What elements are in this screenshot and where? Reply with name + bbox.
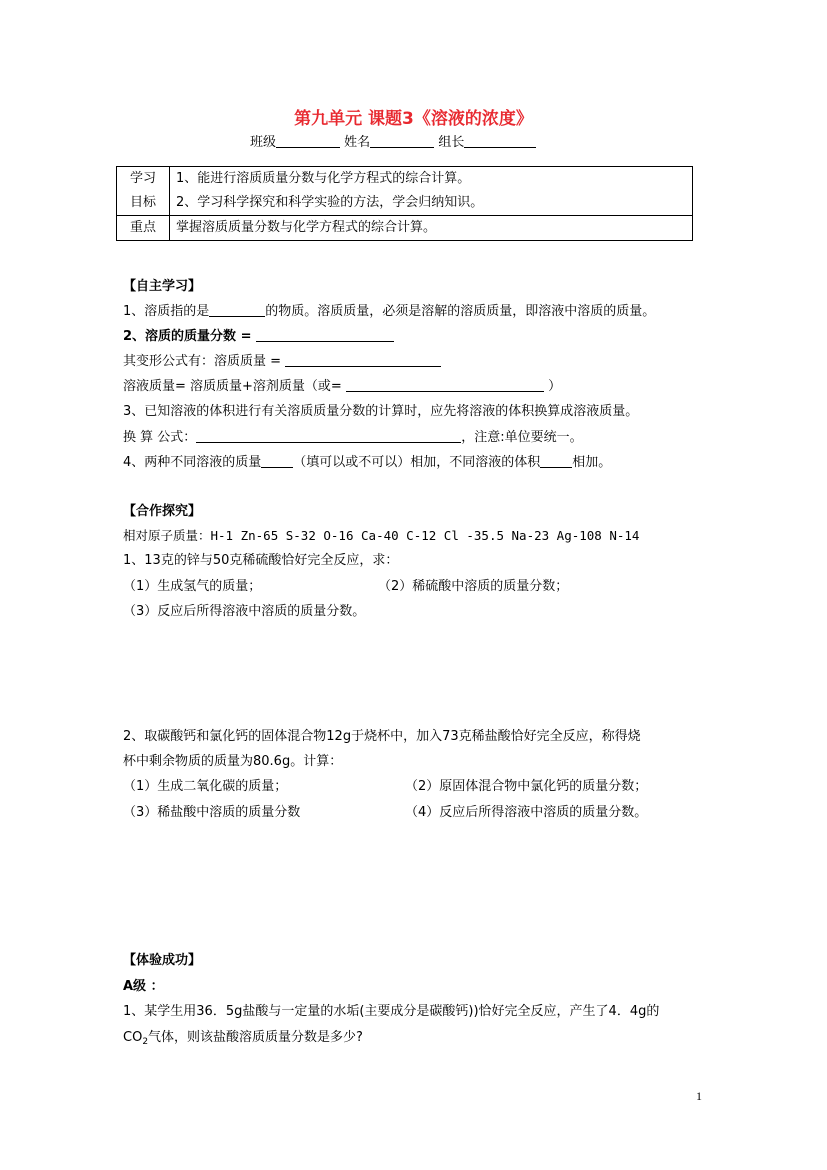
class-blank[interactable] — [276, 134, 340, 148]
self-study-line-2: 2、溶质的质量分数 = — [123, 325, 394, 344]
self-study-line-1: 1、溶质指的是 的物质。溶质质量，必须是溶解的溶质质量，即溶液中溶质的质量。 — [123, 304, 656, 319]
atomic-mass-line: 相对原子质量：H-1 Zn-65 S-32 O-16 Ca-40 C-12 Cl -35.5 Na-23 Ag-108 N-14 — [123, 528, 640, 543]
page-number: 1 — [696, 1089, 702, 1103]
class-label: 班级 — [250, 135, 277, 150]
leader-blank[interactable] — [464, 134, 536, 148]
key-label: 重点 — [117, 216, 170, 241]
coop-question-2-line-2: 杯中剩余物质的质量为80.6g。计算： — [123, 754, 343, 769]
fill-blank[interactable] — [346, 378, 544, 392]
coop-q1-part-1: （1）生成氢气的质量； — [123, 579, 262, 594]
learning-goals-table — [116, 166, 693, 241]
experience-question-1-line-1: 1、某学生用36．5g盐酸与一定量的水垢(主要成分是碳酸钙))恰好完全反应，产生了4．4g的 — [123, 1004, 660, 1019]
coop-question-2-line-1: 2、取碳酸钙和氯化钙的固体混合物12g于烧杯中，加入73克稀盐酸恰好完全反应，称得烧 — [123, 729, 641, 744]
coop-heading: 【合作探究】 — [123, 504, 202, 519]
fill-blank[interactable] — [196, 429, 461, 443]
self-study-line-3: 其变形公式有：溶质质量 = — [123, 350, 441, 369]
goal-item: 2、学习科学探究和科学实验的方法，学会归纳知识。 — [176, 195, 484, 210]
fill-blank[interactable] — [285, 353, 441, 367]
experience-question-1-line-2: $CO_2$气体，则该盐酸溶质质量分数是多少? — [123, 1030, 363, 1047]
coop-q2-part-2: （2）原固体混合物中氯化钙的质量分数； — [405, 779, 648, 794]
key-content: 掌握溶质质量分数与化学方程式的综合计算。 — [170, 216, 693, 241]
goals-content — [170, 167, 693, 216]
name-label: 姓名 — [344, 135, 371, 150]
self-study-line-5: 3、已知溶液的体积进行有关溶质质量分数的计算时，应先将溶液的体积换算成溶液质量。 — [123, 404, 639, 419]
self-study-line-4: 溶液质量= 溶质质量+溶剂质量（或= ） — [123, 379, 562, 394]
coop-q2-part-1: （1）生成二氧化碳的质量； — [123, 779, 288, 794]
fill-blank[interactable] — [209, 303, 265, 317]
student-info-line — [250, 131, 536, 150]
fill-blank[interactable] — [256, 328, 394, 342]
coop-question-1: 1、13克的锌与50克稀硫酸恰好完全反应，求： — [123, 553, 399, 568]
name-blank[interactable] — [370, 134, 434, 148]
page-title: 第九单元 课题3《溶液的浓度》 — [294, 109, 533, 129]
fill-blank[interactable] — [540, 454, 572, 468]
coop-q2-part-3: （3）稀盐酸中溶质的质量分数 — [123, 805, 301, 820]
coop-q2-part-4: （4）反应后所得溶液中溶质的质量分数。 — [405, 805, 648, 820]
coop-q1-part-3: （3）反应后所得溶液中溶质的质量分数。 — [123, 604, 366, 619]
fill-blank[interactable] — [261, 454, 293, 468]
self-study-line-6: 换 算 公式： ，注意:单位要统一。 — [123, 430, 583, 445]
self-study-heading: 【自主学习】 — [123, 279, 202, 294]
leader-label: 组长 — [438, 135, 465, 150]
goals-label: 学习 目标 — [117, 167, 170, 216]
goal-item: 1、能进行溶质质量分数与化学方程式的综合计算。 — [176, 171, 471, 186]
experience-heading: 【体验成功】 — [123, 953, 202, 968]
level-a-label: A级 ： — [123, 979, 164, 994]
self-study-line-7: 4、两种不同溶液的质量 （填可以或不可以）相加，不同溶液的体积 相加。 — [123, 455, 612, 470]
coop-q1-part-2: （2）稀硫酸中溶质的质量分数； — [378, 579, 569, 594]
